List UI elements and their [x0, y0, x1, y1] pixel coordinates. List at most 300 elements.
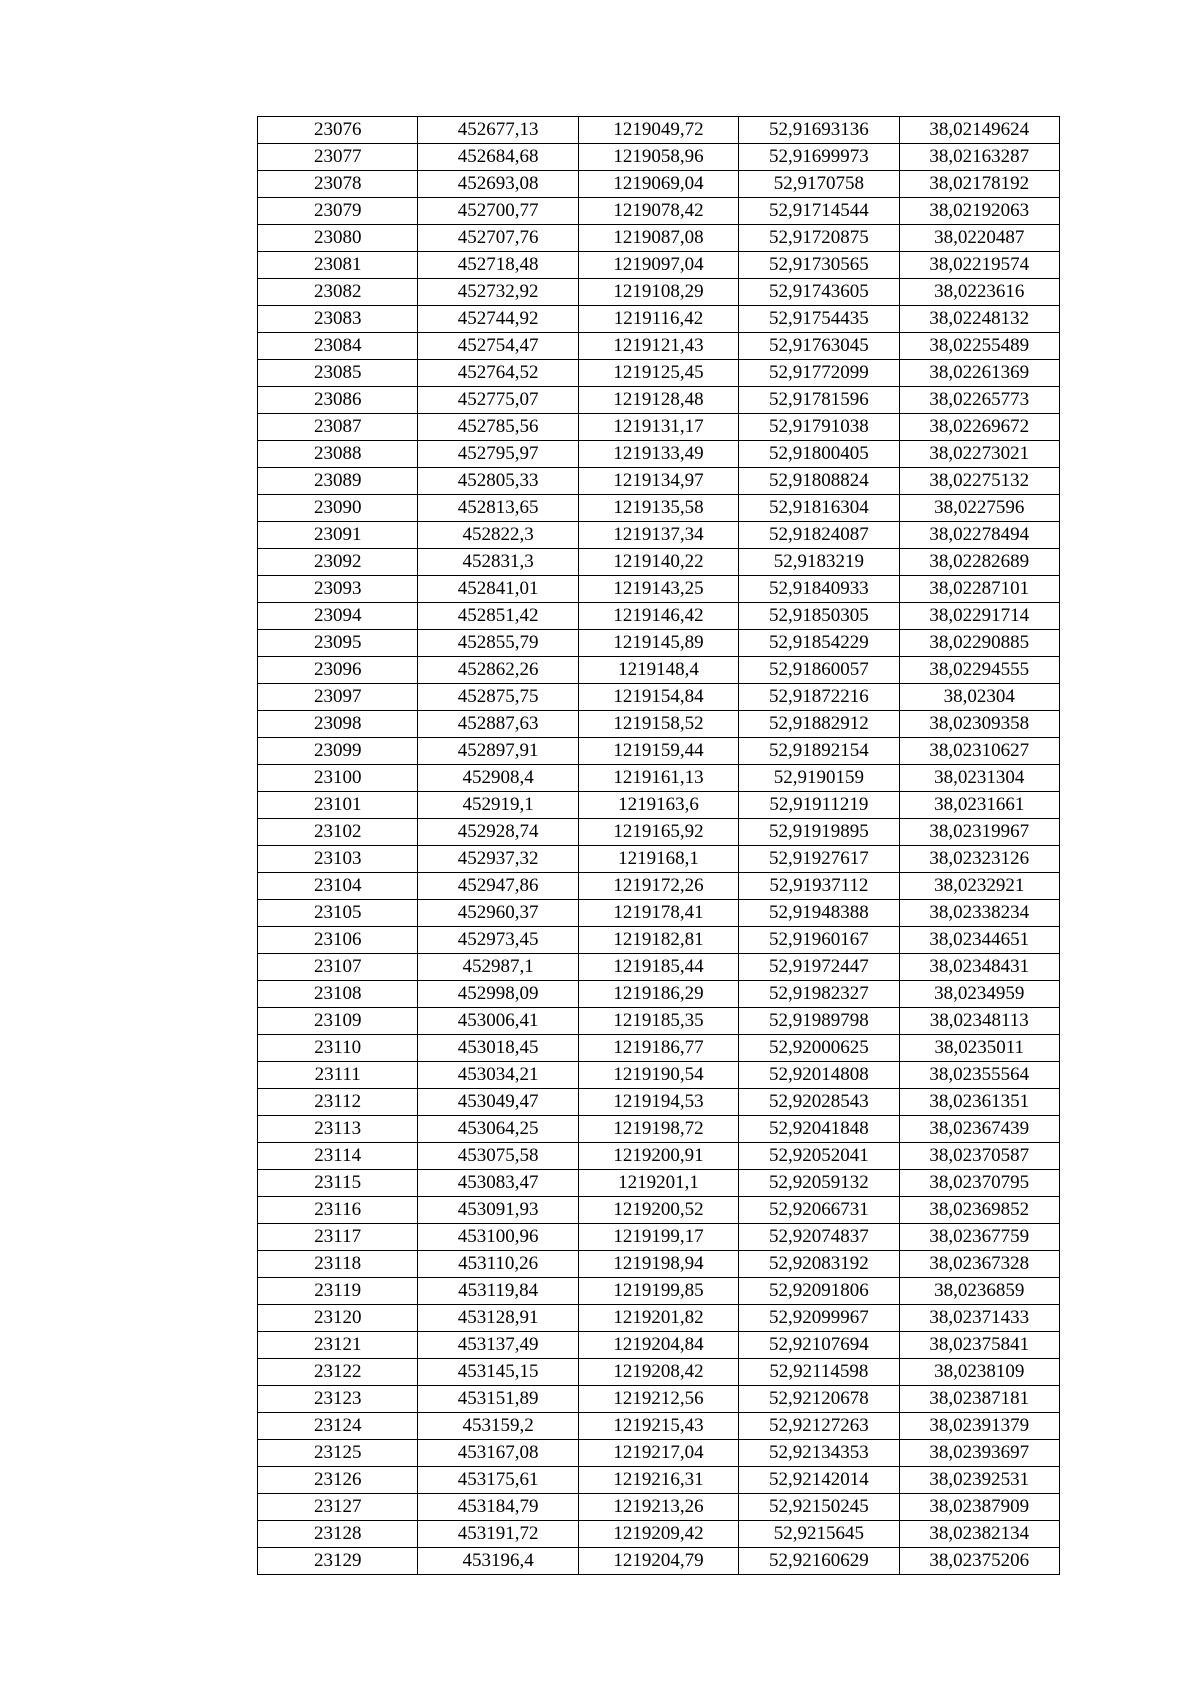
y-coordinate-cell: 1219137,34: [578, 522, 738, 549]
longitude-cell: 38,02248132: [899, 306, 1059, 333]
y-coordinate-cell: 1219049,72: [578, 117, 738, 144]
y-coordinate-cell: 1219194,53: [578, 1089, 738, 1116]
y-coordinate-cell: 1219154,84: [578, 684, 738, 711]
latitude-cell: 52,91989798: [739, 1008, 899, 1035]
point-number-cell: 23100: [258, 765, 418, 792]
table-row: [258, 279, 1060, 306]
table-row: [258, 495, 1060, 522]
table-row: [258, 1035, 1060, 1062]
x-coordinate-cell: 452928,74: [418, 819, 578, 846]
x-coordinate-cell: 453034,21: [418, 1062, 578, 1089]
longitude-cell: 38,02371433: [899, 1305, 1059, 1332]
y-coordinate-cell: 1219163,6: [578, 792, 738, 819]
x-coordinate-cell: 452919,1: [418, 792, 578, 819]
point-number-cell: 23112: [258, 1089, 418, 1116]
latitude-cell: 52,91800405: [739, 441, 899, 468]
longitude-cell: 38,0236859: [899, 1278, 1059, 1305]
point-number-cell: 23126: [258, 1467, 418, 1494]
point-number-cell: 23083: [258, 306, 418, 333]
x-coordinate-cell: 452831,3: [418, 549, 578, 576]
table-row: [258, 1089, 1060, 1116]
longitude-cell: 38,02163287: [899, 144, 1059, 171]
x-coordinate-cell: 452947,86: [418, 873, 578, 900]
longitude-cell: 38,02367439: [899, 1116, 1059, 1143]
y-coordinate-cell: 1219213,26: [578, 1494, 738, 1521]
table-row: [258, 900, 1060, 927]
y-coordinate-cell: 1219204,84: [578, 1332, 738, 1359]
point-number-cell: 23092: [258, 549, 418, 576]
point-number-cell: 23078: [258, 171, 418, 198]
table-row: [258, 171, 1060, 198]
x-coordinate-cell: 452841,01: [418, 576, 578, 603]
x-coordinate-cell: 453159,2: [418, 1413, 578, 1440]
x-coordinate-cell: 453167,08: [418, 1440, 578, 1467]
longitude-cell: 38,02178192: [899, 171, 1059, 198]
x-coordinate-cell: 452700,77: [418, 198, 578, 225]
y-coordinate-cell: 1219198,72: [578, 1116, 738, 1143]
latitude-cell: 52,91937112: [739, 873, 899, 900]
table-row: [258, 1143, 1060, 1170]
x-coordinate-cell: 452744,92: [418, 306, 578, 333]
table-row: [258, 1494, 1060, 1521]
y-coordinate-cell: 1219128,48: [578, 387, 738, 414]
latitude-cell: 52,91743605: [739, 279, 899, 306]
y-coordinate-cell: 1219186,29: [578, 981, 738, 1008]
latitude-cell: 52,91982327: [739, 981, 899, 1008]
longitude-cell: 38,0231304: [899, 765, 1059, 792]
table-row: [258, 981, 1060, 1008]
longitude-cell: 38,02393697: [899, 1440, 1059, 1467]
longitude-cell: 38,02391379: [899, 1413, 1059, 1440]
longitude-cell: 38,02369852: [899, 1197, 1059, 1224]
table-row: [258, 846, 1060, 873]
latitude-cell: 52,9190159: [739, 765, 899, 792]
y-coordinate-cell: 1219131,17: [578, 414, 738, 441]
table-row: [258, 441, 1060, 468]
longitude-cell: 38,02323126: [899, 846, 1059, 873]
longitude-cell: 38,02367759: [899, 1224, 1059, 1251]
longitude-cell: 38,02367328: [899, 1251, 1059, 1278]
longitude-cell: 38,02219574: [899, 252, 1059, 279]
x-coordinate-cell: 452887,63: [418, 711, 578, 738]
x-coordinate-cell: 452775,07: [418, 387, 578, 414]
y-coordinate-cell: 1219182,81: [578, 927, 738, 954]
y-coordinate-cell: 1219097,04: [578, 252, 738, 279]
y-coordinate-cell: 1219208,42: [578, 1359, 738, 1386]
point-number-cell: 23109: [258, 1008, 418, 1035]
point-number-cell: 23093: [258, 576, 418, 603]
point-number-cell: 23110: [258, 1035, 418, 1062]
point-number-cell: 23097: [258, 684, 418, 711]
latitude-cell: 52,92099967: [739, 1305, 899, 1332]
x-coordinate-cell: 453151,89: [418, 1386, 578, 1413]
y-coordinate-cell: 1219201,82: [578, 1305, 738, 1332]
table-row: [258, 1386, 1060, 1413]
table-row: [258, 198, 1060, 225]
longitude-cell: 38,02192063: [899, 198, 1059, 225]
x-coordinate-cell: 452813,65: [418, 495, 578, 522]
table-row: [258, 954, 1060, 981]
table-row: [258, 1278, 1060, 1305]
latitude-cell: 52,92066731: [739, 1197, 899, 1224]
x-coordinate-cell: 452732,92: [418, 279, 578, 306]
latitude-cell: 52,91972447: [739, 954, 899, 981]
table-row: [258, 360, 1060, 387]
x-coordinate-cell: 452795,97: [418, 441, 578, 468]
x-coordinate-cell: 452862,26: [418, 657, 578, 684]
point-number-cell: 23082: [258, 279, 418, 306]
latitude-cell: 52,92028543: [739, 1089, 899, 1116]
point-number-cell: 23125: [258, 1440, 418, 1467]
longitude-cell: 38,02309358: [899, 711, 1059, 738]
x-coordinate-cell: 452908,4: [418, 765, 578, 792]
longitude-cell: 38,02304: [899, 684, 1059, 711]
table-row: [258, 711, 1060, 738]
longitude-cell: 38,02255489: [899, 333, 1059, 360]
point-number-cell: 23123: [258, 1386, 418, 1413]
x-coordinate-cell: 453018,45: [418, 1035, 578, 1062]
latitude-cell: 52,91850305: [739, 603, 899, 630]
x-coordinate-cell: 452960,37: [418, 900, 578, 927]
x-coordinate-cell: 452998,09: [418, 981, 578, 1008]
y-coordinate-cell: 1219204,79: [578, 1548, 738, 1575]
latitude-cell: 52,91872216: [739, 684, 899, 711]
latitude-cell: 52,92120678: [739, 1386, 899, 1413]
longitude-cell: 38,02290885: [899, 630, 1059, 657]
longitude-cell: 38,02278494: [899, 522, 1059, 549]
longitude-cell: 38,0227596: [899, 495, 1059, 522]
y-coordinate-cell: 1219178,41: [578, 900, 738, 927]
table-row: [258, 549, 1060, 576]
table-row: [258, 252, 1060, 279]
latitude-cell: 52,92014808: [739, 1062, 899, 1089]
point-number-cell: 23084: [258, 333, 418, 360]
point-number-cell: 23105: [258, 900, 418, 927]
point-number-cell: 23113: [258, 1116, 418, 1143]
y-coordinate-cell: 1219172,26: [578, 873, 738, 900]
x-coordinate-cell: 453128,91: [418, 1305, 578, 1332]
latitude-cell: 52,9183219: [739, 549, 899, 576]
point-number-cell: 23076: [258, 117, 418, 144]
table-row: [258, 414, 1060, 441]
x-coordinate-cell: 452851,42: [418, 603, 578, 630]
latitude-cell: 52,92160629: [739, 1548, 899, 1575]
x-coordinate-cell: 452805,33: [418, 468, 578, 495]
y-coordinate-cell: 1219159,44: [578, 738, 738, 765]
latitude-cell: 52,92107694: [739, 1332, 899, 1359]
y-coordinate-cell: 1219116,42: [578, 306, 738, 333]
latitude-cell: 52,91791038: [739, 414, 899, 441]
point-number-cell: 23090: [258, 495, 418, 522]
x-coordinate-cell: 452875,75: [418, 684, 578, 711]
table-row: [258, 1521, 1060, 1548]
table-row: [258, 1440, 1060, 1467]
point-number-cell: 23115: [258, 1170, 418, 1197]
latitude-cell: 52,91720875: [739, 225, 899, 252]
y-coordinate-cell: 1219168,1: [578, 846, 738, 873]
latitude-cell: 52,91948388: [739, 900, 899, 927]
x-coordinate-cell: 453064,25: [418, 1116, 578, 1143]
table-row: [258, 117, 1060, 144]
longitude-cell: 38,02310627: [899, 738, 1059, 765]
y-coordinate-cell: 1219185,35: [578, 1008, 738, 1035]
latitude-cell: 52,91840933: [739, 576, 899, 603]
point-number-cell: 23127: [258, 1494, 418, 1521]
longitude-cell: 38,02361351: [899, 1089, 1059, 1116]
table-row: [258, 765, 1060, 792]
table-row: [258, 873, 1060, 900]
point-number-cell: 23088: [258, 441, 418, 468]
y-coordinate-cell: 1219125,45: [578, 360, 738, 387]
table-row: [258, 576, 1060, 603]
coordinates-table-body: [258, 117, 1060, 1575]
table-row: [258, 1305, 1060, 1332]
point-number-cell: 23121: [258, 1332, 418, 1359]
latitude-cell: 52,92052041: [739, 1143, 899, 1170]
longitude-cell: 38,0220487: [899, 225, 1059, 252]
y-coordinate-cell: 1219209,42: [578, 1521, 738, 1548]
longitude-cell: 38,02282689: [899, 549, 1059, 576]
longitude-cell: 38,02392531: [899, 1467, 1059, 1494]
longitude-cell: 38,0231661: [899, 792, 1059, 819]
latitude-cell: 52,91854229: [739, 630, 899, 657]
longitude-cell: 38,02291714: [899, 603, 1059, 630]
latitude-cell: 52,91730565: [739, 252, 899, 279]
latitude-cell: 52,92000625: [739, 1035, 899, 1062]
longitude-cell: 38,02355564: [899, 1062, 1059, 1089]
point-number-cell: 23129: [258, 1548, 418, 1575]
table-row: [258, 306, 1060, 333]
latitude-cell: 52,9170758: [739, 171, 899, 198]
longitude-cell: 38,02375206: [899, 1548, 1059, 1575]
latitude-cell: 52,92059132: [739, 1170, 899, 1197]
point-number-cell: 23096: [258, 657, 418, 684]
y-coordinate-cell: 1219069,04: [578, 171, 738, 198]
latitude-cell: 52,91772099: [739, 360, 899, 387]
latitude-cell: 52,92091806: [739, 1278, 899, 1305]
y-coordinate-cell: 1219185,44: [578, 954, 738, 981]
coordinates-table: [257, 116, 1060, 1575]
point-number-cell: 23099: [258, 738, 418, 765]
point-number-cell: 23108: [258, 981, 418, 1008]
latitude-cell: 52,91919895: [739, 819, 899, 846]
y-coordinate-cell: 1219201,1: [578, 1170, 738, 1197]
table-row: [258, 1413, 1060, 1440]
point-number-cell: 23080: [258, 225, 418, 252]
latitude-cell: 52,91693136: [739, 117, 899, 144]
x-coordinate-cell: 452693,08: [418, 171, 578, 198]
table-row: [258, 225, 1060, 252]
latitude-cell: 52,91808824: [739, 468, 899, 495]
y-coordinate-cell: 1219146,42: [578, 603, 738, 630]
longitude-cell: 38,0232921: [899, 873, 1059, 900]
point-number-cell: 23085: [258, 360, 418, 387]
y-coordinate-cell: 1219087,08: [578, 225, 738, 252]
y-coordinate-cell: 1219121,43: [578, 333, 738, 360]
x-coordinate-cell: 453145,15: [418, 1359, 578, 1386]
y-coordinate-cell: 1219143,25: [578, 576, 738, 603]
x-coordinate-cell: 452973,45: [418, 927, 578, 954]
x-coordinate-cell: 453196,4: [418, 1548, 578, 1575]
y-coordinate-cell: 1219145,89: [578, 630, 738, 657]
y-coordinate-cell: 1219148,4: [578, 657, 738, 684]
x-coordinate-cell: 452684,68: [418, 144, 578, 171]
table-row: [258, 1197, 1060, 1224]
longitude-cell: 38,02273021: [899, 441, 1059, 468]
table-row: [258, 1548, 1060, 1575]
latitude-cell: 52,92127263: [739, 1413, 899, 1440]
table-row: [258, 603, 1060, 630]
latitude-cell: 52,91960167: [739, 927, 899, 954]
x-coordinate-cell: 452707,76: [418, 225, 578, 252]
x-coordinate-cell: 452855,79: [418, 630, 578, 657]
point-number-cell: 23086: [258, 387, 418, 414]
latitude-cell: 52,9215645: [739, 1521, 899, 1548]
table-row: [258, 144, 1060, 171]
latitude-cell: 52,91699973: [739, 144, 899, 171]
point-number-cell: 23118: [258, 1251, 418, 1278]
longitude-cell: 38,02370795: [899, 1170, 1059, 1197]
longitude-cell: 38,02348113: [899, 1008, 1059, 1035]
longitude-cell: 38,0234959: [899, 981, 1059, 1008]
latitude-cell: 52,92074837: [739, 1224, 899, 1251]
table-row: [258, 1008, 1060, 1035]
table-row: [258, 792, 1060, 819]
y-coordinate-cell: 1219158,52: [578, 711, 738, 738]
x-coordinate-cell: 453075,58: [418, 1143, 578, 1170]
x-coordinate-cell: 453006,41: [418, 1008, 578, 1035]
y-coordinate-cell: 1219199,17: [578, 1224, 738, 1251]
point-number-cell: 23079: [258, 198, 418, 225]
table-row: [258, 927, 1060, 954]
latitude-cell: 52,91927617: [739, 846, 899, 873]
x-coordinate-cell: 452677,13: [418, 117, 578, 144]
y-coordinate-cell: 1219198,94: [578, 1251, 738, 1278]
table-row: [258, 630, 1060, 657]
y-coordinate-cell: 1219215,43: [578, 1413, 738, 1440]
y-coordinate-cell: 1219078,42: [578, 198, 738, 225]
point-number-cell: 23104: [258, 873, 418, 900]
longitude-cell: 38,02370587: [899, 1143, 1059, 1170]
table-row: [258, 333, 1060, 360]
longitude-cell: 38,0238109: [899, 1359, 1059, 1386]
x-coordinate-cell: 453184,79: [418, 1494, 578, 1521]
table-row: [258, 684, 1060, 711]
table-row: [258, 1251, 1060, 1278]
point-number-cell: 23117: [258, 1224, 418, 1251]
longitude-cell: 38,0235011: [899, 1035, 1059, 1062]
latitude-cell: 52,92083192: [739, 1251, 899, 1278]
y-coordinate-cell: 1219200,52: [578, 1197, 738, 1224]
x-coordinate-cell: 453100,96: [418, 1224, 578, 1251]
table-row: [258, 1116, 1060, 1143]
longitude-cell: 38,02265773: [899, 387, 1059, 414]
longitude-cell: 38,02387909: [899, 1494, 1059, 1521]
point-number-cell: 23089: [258, 468, 418, 495]
latitude-cell: 52,91754435: [739, 306, 899, 333]
y-coordinate-cell: 1219216,31: [578, 1467, 738, 1494]
longitude-cell: 38,02287101: [899, 576, 1059, 603]
latitude-cell: 52,91714544: [739, 198, 899, 225]
longitude-cell: 38,02275132: [899, 468, 1059, 495]
latitude-cell: 52,91781596: [739, 387, 899, 414]
latitude-cell: 52,92114598: [739, 1359, 899, 1386]
longitude-cell: 38,02149624: [899, 117, 1059, 144]
latitude-cell: 52,91824087: [739, 522, 899, 549]
point-number-cell: 23095: [258, 630, 418, 657]
point-number-cell: 23077: [258, 144, 418, 171]
table-row: [258, 1170, 1060, 1197]
y-coordinate-cell: 1219212,56: [578, 1386, 738, 1413]
table-row: [258, 1359, 1060, 1386]
longitude-cell: 38,02344651: [899, 927, 1059, 954]
point-number-cell: 23098: [258, 711, 418, 738]
point-number-cell: 23111: [258, 1062, 418, 1089]
point-number-cell: 23128: [258, 1521, 418, 1548]
point-number-cell: 23116: [258, 1197, 418, 1224]
x-coordinate-cell: 452897,91: [418, 738, 578, 765]
point-number-cell: 23114: [258, 1143, 418, 1170]
longitude-cell: 38,02319967: [899, 819, 1059, 846]
latitude-cell: 52,92142014: [739, 1467, 899, 1494]
x-coordinate-cell: 453083,47: [418, 1170, 578, 1197]
latitude-cell: 52,92041848: [739, 1116, 899, 1143]
x-coordinate-cell: 452754,47: [418, 333, 578, 360]
y-coordinate-cell: 1219199,85: [578, 1278, 738, 1305]
point-number-cell: 23122: [258, 1359, 418, 1386]
table-row: [258, 1332, 1060, 1359]
latitude-cell: 52,91892154: [739, 738, 899, 765]
table-row: [258, 387, 1060, 414]
y-coordinate-cell: 1219217,04: [578, 1440, 738, 1467]
point-number-cell: 23120: [258, 1305, 418, 1332]
y-coordinate-cell: 1219161,13: [578, 765, 738, 792]
latitude-cell: 52,91860057: [739, 657, 899, 684]
latitude-cell: 52,91882912: [739, 711, 899, 738]
longitude-cell: 38,02338234: [899, 900, 1059, 927]
x-coordinate-cell: 453191,72: [418, 1521, 578, 1548]
x-coordinate-cell: 453049,47: [418, 1089, 578, 1116]
x-coordinate-cell: 452718,48: [418, 252, 578, 279]
longitude-cell: 38,02269672: [899, 414, 1059, 441]
table-row: [258, 1062, 1060, 1089]
latitude-cell: 52,92134353: [739, 1440, 899, 1467]
point-number-cell: 23091: [258, 522, 418, 549]
x-coordinate-cell: 453110,26: [418, 1251, 578, 1278]
longitude-cell: 38,02261369: [899, 360, 1059, 387]
table-row: [258, 1224, 1060, 1251]
point-number-cell: 23081: [258, 252, 418, 279]
y-coordinate-cell: 1219190,54: [578, 1062, 738, 1089]
table-row: [258, 468, 1060, 495]
latitude-cell: 52,92150245: [739, 1494, 899, 1521]
point-number-cell: 23124: [258, 1413, 418, 1440]
longitude-cell: 38,02387181: [899, 1386, 1059, 1413]
y-coordinate-cell: 1219134,97: [578, 468, 738, 495]
x-coordinate-cell: 453175,61: [418, 1467, 578, 1494]
x-coordinate-cell: 452764,52: [418, 360, 578, 387]
x-coordinate-cell: 452822,3: [418, 522, 578, 549]
longitude-cell: 38,02294555: [899, 657, 1059, 684]
latitude-cell: 52,91816304: [739, 495, 899, 522]
x-coordinate-cell: 452937,32: [418, 846, 578, 873]
longitude-cell: 38,02382134: [899, 1521, 1059, 1548]
y-coordinate-cell: 1219186,77: [578, 1035, 738, 1062]
point-number-cell: 23107: [258, 954, 418, 981]
y-coordinate-cell: 1219200,91: [578, 1143, 738, 1170]
point-number-cell: 23087: [258, 414, 418, 441]
table-row: [258, 738, 1060, 765]
